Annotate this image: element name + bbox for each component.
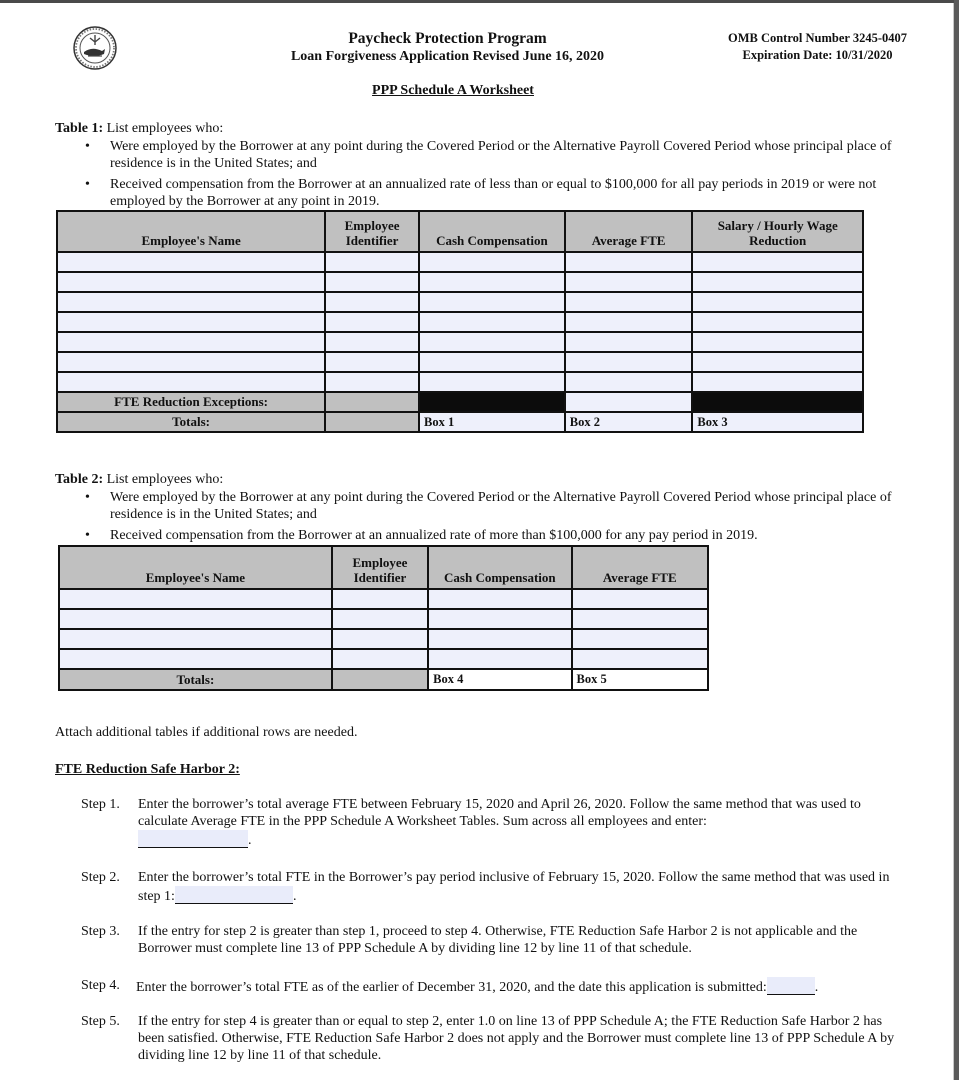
safe-harbor-title: FTE Reduction Safe Harbor 2: (55, 762, 240, 777)
identifier-field[interactable] (325, 372, 419, 392)
col-average-fte: Average FTE (565, 211, 693, 252)
name-field[interactable] (57, 252, 325, 272)
step-1: Step 1. Enter the borrower’s total average FTE between February 15, 2020 and April 26, 2020. Follow the same method that was used to calculate Average FTE in the PPP Schedule A Worksheet Tables. Sum across all employees and enter: . (81, 797, 861, 848)
cash-compensation-field[interactable] (428, 649, 571, 669)
expiration-date: Expiration Date: 10/31/2020 (742, 48, 893, 62)
identifier-field[interactable] (325, 292, 419, 312)
box-5-field[interactable]: Box 5 (572, 669, 708, 690)
table-row (59, 649, 708, 669)
col-cash-compensation: Cash Compensation (419, 211, 565, 252)
table2-header-row (59, 546, 708, 589)
col-employee-identifier: Employee Identifier (332, 546, 428, 589)
step-5: Step 5. If the entry for step 4 is greater than or equal to step 2, enter 1.0 on line 13 of PPP Schedule A; the FTE Reduction Safe Harbor 2 has been satisfied. Otherwise, FTE Reduction Safe Harbor 2 does not apply and the Borrower must complete line 13 of PPP Schedule A by dividing line 12 by line 11 of that schedule. (81, 1014, 895, 1063)
identifier-field[interactable] (332, 609, 428, 629)
box-4-field[interactable]: Box 4 (428, 669, 571, 690)
totals-row (57, 412, 863, 432)
name-field[interactable] (59, 589, 332, 609)
average-fte-field[interactable] (565, 352, 693, 372)
average-fte-field[interactable] (565, 272, 693, 292)
average-fte-field[interactable] (572, 649, 708, 669)
blocked-cell (692, 392, 863, 412)
table2 (58, 545, 709, 691)
bullet-icon: • (85, 528, 90, 543)
table1-bullet: • Received compensation from the Borrower at an annualized rate of less than or equal to $100,000 for all pay periods in 2019 or were not employed by the Borrower at any point in 2019. (85, 177, 877, 209)
table-row (57, 312, 863, 332)
average-fte-field[interactable] (565, 252, 693, 272)
sba-seal-icon (72, 25, 118, 71)
table-row (57, 372, 863, 392)
blank-gray-cell (325, 392, 419, 412)
step-1-input[interactable] (138, 830, 248, 848)
table-row (59, 609, 708, 629)
identifier-field[interactable] (325, 272, 419, 292)
step-2-input[interactable] (175, 886, 293, 904)
wage-reduction-field[interactable] (692, 372, 863, 392)
cash-compensation-field[interactable] (428, 589, 571, 609)
table1-intro: Table 1: List employees who: (55, 121, 224, 136)
table-row (57, 332, 863, 352)
name-field[interactable] (57, 272, 325, 292)
wage-reduction-field[interactable] (692, 312, 863, 332)
name-field[interactable] (59, 609, 332, 629)
step-4-input[interactable] (767, 977, 815, 995)
identifier-field[interactable] (332, 649, 428, 669)
totals-row (59, 669, 708, 690)
cash-compensation-field[interactable] (419, 272, 565, 292)
step-2: Step 2. Enter the borrower’s total FTE in the Borrower’s pay period inclusive of February 15, 2020. Follow the same method that was used in step 1: . (81, 870, 890, 904)
name-field[interactable] (57, 352, 325, 372)
totals-label: Totals: (57, 412, 325, 432)
average-fte-field[interactable] (565, 292, 693, 312)
name-field[interactable] (57, 312, 325, 332)
average-fte-field[interactable] (565, 312, 693, 332)
identifier-field[interactable] (332, 589, 428, 609)
identifier-field[interactable] (332, 629, 428, 649)
fte-exceptions-label: FTE Reduction Exceptions: (57, 392, 325, 412)
name-field[interactable] (59, 629, 332, 649)
viewer-scrollbar-edge[interactable] (954, 0, 959, 1080)
box-3-field[interactable]: Box 3 (692, 412, 863, 432)
blank-gray-cell (325, 412, 419, 432)
average-fte-field[interactable] (572, 629, 708, 649)
cash-compensation-field[interactable] (419, 252, 565, 272)
table2-bullet: • Were employed by the Borrower at any point during the Covered Period or the Alternative Payroll Covered Period whose principal place of residence is in the United States; and (85, 490, 892, 522)
box-2-field[interactable]: Box 2 (565, 412, 693, 432)
table1 (56, 210, 864, 433)
wage-reduction-field[interactable] (692, 292, 863, 312)
step-3: Step 3. If the entry for step 2 is greater than step 1, proceed to step 4. Otherwise, FTE Reduction Safe Harbor 2 is not applicable and the Borrower must complete line 13 of PPP Schedule A by dividing line 12 by line 11 of that schedule. (81, 924, 858, 956)
table-row (59, 629, 708, 649)
average-fte-field[interactable] (572, 589, 708, 609)
wage-reduction-field[interactable] (692, 272, 863, 292)
col-employee-name: Employee's Name (57, 211, 325, 252)
table-row (57, 352, 863, 372)
omb-info (700, 30, 935, 64)
average-fte-field[interactable] (565, 332, 693, 352)
fte-exceptions-field[interactable] (565, 392, 693, 412)
average-fte-field[interactable] (572, 609, 708, 629)
table-row (57, 252, 863, 272)
table-row (57, 292, 863, 312)
wage-reduction-field[interactable] (692, 332, 863, 352)
form-title: Paycheck Protection Program (348, 30, 547, 47)
form-subtitle: Loan Forgiveness Application Revised June 16, 2020 (290, 49, 605, 64)
blank-gray-cell (332, 669, 428, 690)
cash-compensation-field[interactable] (428, 629, 571, 649)
table1-header-row (57, 211, 863, 252)
box-1-field[interactable]: Box 1 (419, 412, 565, 432)
wage-reduction-field[interactable] (692, 352, 863, 372)
attach-note: Attach additional tables if additional rows are needed. (55, 725, 358, 740)
form-header (240, 29, 655, 66)
identifier-field[interactable] (325, 332, 419, 352)
identifier-field[interactable] (325, 312, 419, 332)
cash-compensation-field[interactable] (419, 332, 565, 352)
col-cash-compensation: Cash Compensation (428, 546, 571, 589)
page-edge (953, 3, 954, 1080)
name-field[interactable] (59, 649, 332, 669)
blocked-cell (419, 392, 565, 412)
table-row (59, 589, 708, 609)
wage-reduction-field[interactable] (692, 252, 863, 272)
cash-compensation-field[interactable] (419, 312, 565, 332)
identifier-field[interactable] (325, 352, 419, 372)
cash-compensation-field[interactable] (428, 609, 571, 629)
cash-compensation-field[interactable] (419, 372, 565, 392)
name-field[interactable] (57, 292, 325, 312)
col-employee-identifier: Employee Identifier (325, 211, 419, 252)
table2-bullet: • Received compensation from the Borrower at an annualized rate of more than $100,000 for any pay period in 2019. (85, 528, 758, 543)
document-page (0, 3, 953, 1080)
average-fte-field[interactable] (565, 372, 693, 392)
table2-intro: Table 2: List employees who: (55, 472, 224, 487)
identifier-field[interactable] (325, 252, 419, 272)
step-4: Step 4. Enter the borrower’s total FTE as of the earlier of December 31, 2020, and the date this application is submitted: . (81, 978, 819, 995)
table1-bullet: • Were employed by the Borrower at any point during the Covered Period or the Alternative Payroll Covered Period whose principal place of residence is in the United States; and (85, 139, 892, 171)
name-field[interactable] (57, 332, 325, 352)
bullet-icon: • (85, 177, 90, 192)
col-salary-wage-reduction: Salary / Hourly Wage Reduction (692, 211, 863, 252)
col-employee-name: Employee's Name (59, 546, 332, 589)
bullet-icon: • (85, 139, 90, 154)
fte-exceptions-row (57, 392, 863, 412)
table-row (57, 272, 863, 292)
col-average-fte: Average FTE (572, 546, 708, 589)
cash-compensation-field[interactable] (419, 352, 565, 372)
bullet-icon: • (85, 490, 90, 505)
cash-compensation-field[interactable] (419, 292, 565, 312)
totals-label: Totals: (59, 669, 332, 690)
name-field[interactable] (57, 372, 325, 392)
worksheet-title: PPP Schedule A Worksheet (372, 83, 534, 98)
omb-control-number: OMB Control Number 3245-0407 (727, 31, 908, 45)
